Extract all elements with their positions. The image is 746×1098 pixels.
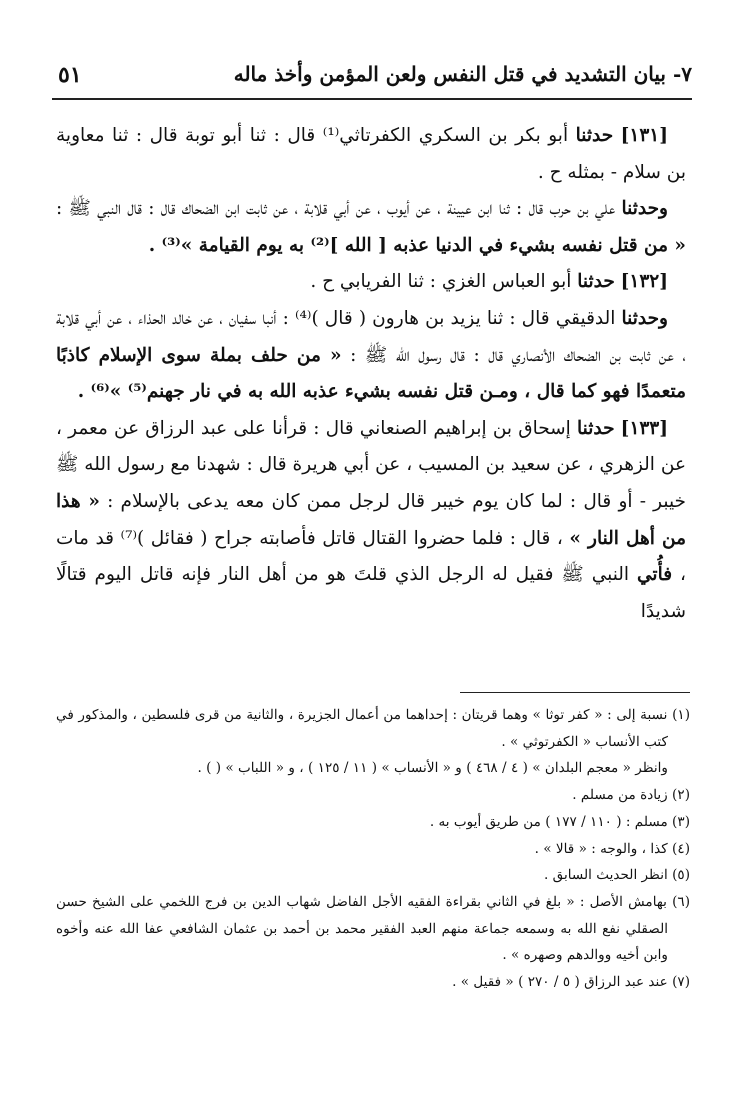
- hadith-number: [١٣٢]: [620, 271, 668, 293]
- footnote: (٢) زيادة من مسلم .: [572, 787, 690, 804]
- prophetic-quote: « هذا من أهل النار »: [56, 490, 686, 549]
- hadith-text: أبو بكر بن السكري الكفرتاثي⁽¹⁾ قال : ثنا أبو توبة قال : ثنا معاوية بن سلام - بمثله ح .: [56, 125, 686, 183]
- prophetic-quote: « من حلف بملة سوى الإسلام كاذبًا متعمدًا فهو كما قال ، ومـن قتل نفسه بشيء عذبه الله به في نار جهنم⁽⁵⁾ »⁽⁶⁾ .: [56, 344, 686, 403]
- footnotes: [56, 702, 690, 996]
- hadith-131: [56, 118, 686, 191]
- hadith-132-second-chain: [56, 301, 686, 411]
- bold-word: فأُتي: [637, 564, 673, 586]
- running-header: [52, 58, 692, 100]
- footnote: وانظر « معجم البلدان » ( ٤ / ٤٦٨ ) و « الأنساب » ( ١١ / ١٢٥ ) ، و « اللباب » ( ) .: [197, 760, 668, 777]
- narration-word: حدثنا: [575, 125, 614, 146]
- page-number: ٥١: [58, 62, 82, 88]
- hadith-number: [١٣١]: [620, 125, 668, 146]
- hadith-133: [56, 411, 686, 631]
- hadith-132: [56, 264, 686, 301]
- hadith-text: إسحاق بن إبراهيم الصنعاني قال : قرأنا على عبد الرزاق عن معمر ، عن الزهري ، عن سعيد بن المسيب ، عن أبي هريرة قال : شهدنا مع رسول الله ﷺ خيبر - أو قال : لما كان يوم خيبر قال لرجل ممن كان معه يدعى بالإسلام :: [56, 417, 686, 512]
- hadith-text: النبي ﷺ فقيل له الرجل الذي قلتَ هو من أهل النار فإنه قاتل اليوم قتالًا شديدًا: [56, 564, 686, 622]
- narration-word: حدثنا: [576, 417, 615, 439]
- main-text: [56, 118, 686, 630]
- hadith-text: ، قال : فلما حضروا القتال قاتل فأصابته جراح ( فقائل )⁽⁷⁾ قد مات ،: [56, 527, 687, 586]
- footnote: (٦) بهامش الأصل : « بلغ في الثاني بقراءة الفقيه الأجل الفاضل شهاب الدين بن فرج اللخمي على الشيخ حسن الصقلي نفع الله به وسمعه جماعة منهم العبد الفقير محمد بن أحمد بن عثمان الشافعي عفا الله عنه وأخوه وابن أخيه ووالدهم وصهره » .: [56, 893, 690, 964]
- footnote: (٣) مسلم : ( ١١٠ / ١٧٧ ) من طريق أيوب به .: [429, 813, 690, 830]
- footnote: (٤) كذا ، والوجه : « قالا » .: [534, 840, 690, 857]
- hadith-text: الدقيقي قال : ثنا يزيد بن هارون ( قال )⁽⁴⁾ : أنبا سفيان ، عن خالد الحذاء ، عن أبي قلابة ، عن ثابت بن الضحاك الأنصاري قال : قال رسول الله ﷺ :: [56, 307, 686, 366]
- footnote: (٧) عند عبد الرزاق ( ٥ / ٢٧٠ ) « فقيل » .: [452, 974, 690, 991]
- narration-word: وحدثنا: [621, 198, 668, 220]
- hadith-text: علي بن حرب قال : ثنا ابن عيينة ، عن أيوب ، عن أبي قلابة ، عن ثابت ابن الضحاك قال : قال النبي ﷺ :: [56, 198, 616, 220]
- narration-word: وحدثنا: [621, 307, 668, 329]
- hadith-number: [١٣٣]: [620, 417, 669, 439]
- narration-word: حدثنا: [577, 271, 615, 293]
- footnote: (١) نسبة إلى : « كفر توثا » وهما قريتان : إحداهما من أعمال الجزيرة ، والثانية من قرى فلسطين ، والمذكور في كتب الأنساب « الكفرتوثي » .: [56, 707, 690, 750]
- footnote: (٥) انظر الحديث السابق .: [543, 867, 690, 884]
- footnote-divider: [460, 692, 690, 693]
- hadith-text: أبو العباس الغزي : ثنا الفريابي ح .: [310, 271, 572, 293]
- chapter-title: ٧- بيان التشديد في قتل النفس ولعن المؤمن وأخذ ماله: [233, 62, 692, 86]
- hadith-131-second-chain: [56, 191, 686, 264]
- prophetic-quote: « من قتل نفسه بشيء في الدنيا عذبه [ الله ]⁽²⁾ به يوم القيامة »⁽³⁾ .: [148, 234, 686, 256]
